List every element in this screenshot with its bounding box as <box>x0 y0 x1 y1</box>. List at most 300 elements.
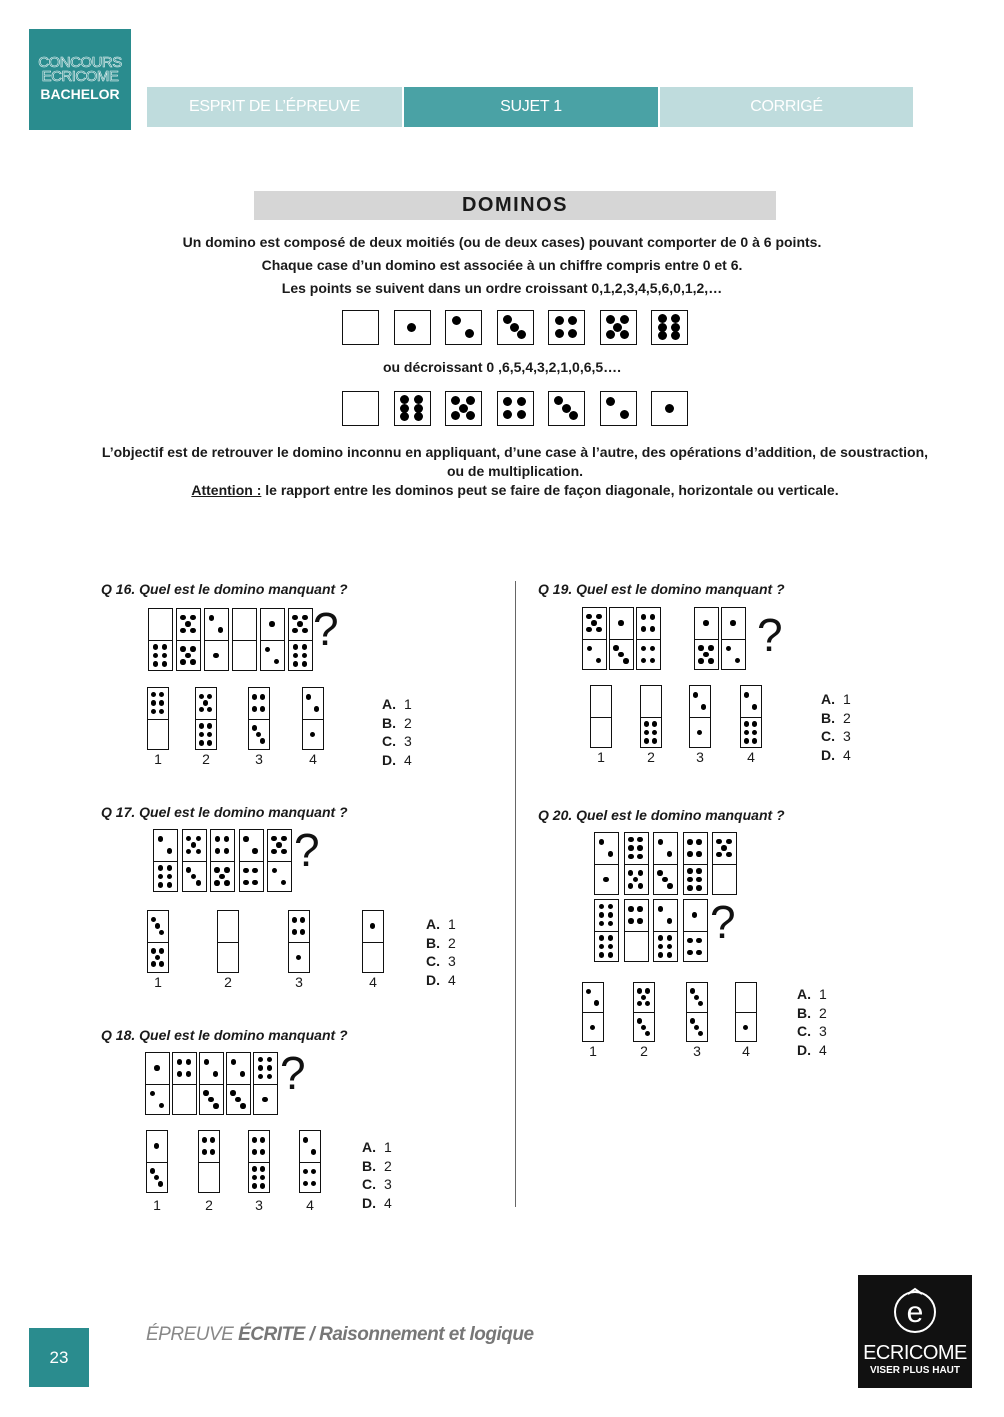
pip <box>252 1149 257 1154</box>
domino-top-half <box>654 833 677 864</box>
die-face <box>651 310 688 345</box>
pip <box>215 848 220 853</box>
die-face <box>342 310 379 345</box>
pip <box>694 1025 699 1030</box>
pip <box>586 627 591 632</box>
domino-bottom-half <box>183 861 206 893</box>
tab-corrige[interactable]: CORRIGÉ <box>660 87 913 127</box>
pip <box>726 646 731 651</box>
pip <box>269 621 274 626</box>
pip <box>687 839 692 844</box>
pip <box>262 1097 267 1102</box>
q18-domino <box>226 1052 251 1115</box>
pip <box>213 1103 218 1108</box>
answer-d[interactable]: D. 4 <box>797 1041 827 1058</box>
domino-bottom-half <box>268 861 291 893</box>
answer-a[interactable]: A. 1 <box>426 916 456 932</box>
answer-b[interactable]: B. 2 <box>382 714 412 731</box>
domino-top-half <box>154 830 177 861</box>
domino-bottom-half <box>200 1084 223 1116</box>
domino-bottom-half <box>289 942 309 974</box>
pip <box>652 721 657 726</box>
pip <box>204 1059 209 1064</box>
footer-title <box>146 1324 534 1346</box>
domino-top-half <box>695 608 718 639</box>
pip <box>265 647 270 652</box>
pip <box>190 646 195 651</box>
pip <box>671 323 680 332</box>
q17-choice-label[interactable]: 2 <box>224 974 232 990</box>
q16-choice-label[interactable]: 3 <box>255 751 263 767</box>
q20-choice-label[interactable]: 2 <box>640 1043 648 1059</box>
pip <box>306 694 311 699</box>
svg-text:e: e <box>906 1296 924 1329</box>
q20-answers <box>797 985 827 1059</box>
q18-choice-label[interactable]: 3 <box>255 1197 263 1213</box>
pip <box>260 1183 265 1188</box>
pip <box>167 882 172 887</box>
intro-p3: Les points se suivent dans un ordre croissant 0,1,2,3,4,5,6,0,1,2,… <box>281 280 723 296</box>
pip <box>267 1057 272 1062</box>
domino-bottom-half <box>249 719 269 751</box>
answer-d[interactable]: D. 4 <box>362 1194 392 1211</box>
domino-bottom-half <box>654 864 677 896</box>
answer-c[interactable]: C. 3 <box>426 953 456 969</box>
pip <box>650 614 655 619</box>
q17-choice-label[interactable]: 3 <box>295 974 303 990</box>
q19-choice-label[interactable]: 3 <box>696 749 704 765</box>
tab-esprit[interactable]: ESPRIT DE L’ÉPREUVE <box>147 87 402 127</box>
q19-choice-domino <box>740 685 762 748</box>
pip <box>637 918 642 923</box>
pip <box>199 707 204 712</box>
domino-bottom-half <box>249 1162 269 1194</box>
pip <box>281 836 286 841</box>
q18-domino <box>253 1052 278 1115</box>
answer-a[interactable]: A. 1 <box>821 691 851 707</box>
pip <box>628 906 633 911</box>
domino-bottom-half <box>641 717 661 749</box>
domino-top-half <box>641 686 661 717</box>
pip <box>272 868 277 873</box>
answer-c[interactable]: C. 3 <box>821 728 851 744</box>
pip <box>658 952 663 957</box>
pip <box>243 880 248 885</box>
pip <box>603 877 608 882</box>
q19-choice-domino <box>689 685 711 748</box>
pip <box>628 845 633 850</box>
q16-domino <box>176 608 201 671</box>
q17-choice-label[interactable]: 4 <box>369 974 377 990</box>
pip <box>400 395 409 404</box>
footer-part2: ÉCRITE <box>238 1324 305 1345</box>
pip <box>230 1090 235 1095</box>
pip <box>637 906 642 911</box>
domino-bottom-half <box>300 1162 320 1194</box>
domino-bottom-half <box>148 942 168 974</box>
q16-domino <box>288 608 313 671</box>
q17-title: Q 17. Quel est le domino manquant ? <box>101 804 348 820</box>
q20-choice-domino <box>735 982 757 1042</box>
domino-bottom-half <box>199 1162 219 1194</box>
pip <box>235 1097 240 1102</box>
ecricome-e-icon <box>858 1275 972 1337</box>
pip <box>645 988 650 993</box>
q20-choice-domino <box>633 982 655 1042</box>
pip <box>303 1169 308 1174</box>
pip <box>240 1103 245 1108</box>
pip <box>159 930 164 935</box>
answer-d[interactable]: D. 4 <box>821 746 851 763</box>
pip <box>190 615 195 620</box>
domino-top-half <box>148 688 168 719</box>
pip <box>414 395 423 404</box>
answer-c[interactable]: C. 3 <box>797 1023 827 1039</box>
answer-b[interactable]: B. 2 <box>821 709 851 726</box>
pip <box>633 877 638 882</box>
pip <box>267 1074 272 1079</box>
q16-domino <box>232 608 257 671</box>
q17-choice-label[interactable]: 1 <box>154 974 162 990</box>
q20-choice-label[interactable]: 4 <box>742 1043 750 1059</box>
pip <box>606 315 615 324</box>
question-mark: ? <box>757 609 783 661</box>
pip <box>452 316 461 325</box>
q18-choice-label[interactable]: 4 <box>306 1197 314 1213</box>
pip <box>650 658 655 663</box>
pip <box>628 854 633 859</box>
domino-top-half <box>199 1131 219 1162</box>
pip <box>591 620 596 625</box>
answer-c[interactable]: C. 3 <box>382 733 412 749</box>
pip <box>687 885 692 890</box>
answer-b[interactable]: B. 2 <box>362 1157 392 1174</box>
ecricome-brand <box>858 1275 972 1388</box>
pip <box>517 397 526 406</box>
domino-bottom-half <box>595 931 618 963</box>
domino-bottom-half <box>695 639 718 671</box>
q16-choice-label[interactable]: 2 <box>202 751 210 767</box>
pip <box>637 854 642 859</box>
pip <box>735 658 740 663</box>
pip <box>199 740 204 745</box>
domino-top-half <box>200 1053 223 1084</box>
domino-bottom-half <box>240 861 263 893</box>
pip <box>645 1031 650 1036</box>
pip <box>503 410 512 419</box>
pip <box>292 917 297 922</box>
pip <box>202 1149 207 1154</box>
domino-bottom-half <box>637 639 660 671</box>
pip <box>587 646 592 651</box>
q19-choice-label[interactable]: 2 <box>647 749 655 765</box>
pip <box>186 867 191 872</box>
pip <box>652 730 657 735</box>
domino-top-half <box>654 900 677 931</box>
pip <box>231 1059 236 1064</box>
pip <box>658 935 663 940</box>
domino-bottom-half <box>261 640 284 672</box>
pip <box>185 621 190 626</box>
answer-b[interactable]: B. 2 <box>426 934 456 951</box>
answer-d[interactable]: D. 4 <box>382 751 412 768</box>
pip <box>186 1059 191 1064</box>
domino-bottom-half <box>687 1012 707 1042</box>
pip <box>180 615 185 620</box>
pip <box>260 706 265 711</box>
pip <box>300 917 305 922</box>
pip <box>252 706 257 711</box>
q17-domino <box>267 829 292 892</box>
pip <box>637 1001 642 1006</box>
answer-d[interactable]: D. 4 <box>426 971 456 988</box>
pip <box>240 1071 245 1076</box>
domino-bottom-half <box>147 1162 167 1194</box>
pip <box>293 653 298 658</box>
domino-top-half <box>233 609 256 640</box>
pip <box>599 952 604 957</box>
pip <box>671 331 680 340</box>
domino-top-half <box>146 1053 169 1084</box>
pip <box>555 316 564 325</box>
domino-bottom-half <box>254 1084 277 1116</box>
pip <box>637 837 642 842</box>
domino-bottom-half <box>654 931 677 963</box>
pip <box>276 842 281 847</box>
pip <box>199 723 204 728</box>
pip <box>687 938 692 943</box>
pip <box>252 725 257 730</box>
q18-answers <box>362 1138 392 1212</box>
pip <box>608 904 613 909</box>
q17-choice-domino <box>288 910 310 973</box>
answer-a[interactable]: A. 1 <box>797 986 827 1002</box>
domino-top-half <box>637 608 660 639</box>
pip <box>258 1057 263 1062</box>
pip <box>302 628 307 633</box>
q16-choice-domino <box>195 687 217 750</box>
q17-domino <box>182 829 207 892</box>
pip <box>260 1137 265 1142</box>
domino-top-half <box>261 609 284 640</box>
q20-choice-label[interactable]: 3 <box>693 1043 701 1059</box>
q19-domino <box>582 607 607 670</box>
pip <box>252 848 257 853</box>
pip <box>215 836 220 841</box>
pip <box>162 661 167 666</box>
pip <box>191 842 196 847</box>
domino-top-half <box>583 608 606 639</box>
domino-top-half <box>268 830 291 861</box>
domino-top-half <box>227 1053 250 1084</box>
domino-top-half <box>687 983 707 1012</box>
pip <box>302 653 307 658</box>
pip <box>243 868 248 873</box>
q20b-domino <box>683 899 708 962</box>
pip <box>451 411 460 420</box>
pip <box>696 877 701 882</box>
pip <box>620 330 629 339</box>
domino-bottom-half <box>634 1012 654 1042</box>
pip <box>752 738 757 743</box>
q18-choice-domino <box>248 1130 270 1193</box>
q18-choice-label[interactable]: 1 <box>153 1197 161 1213</box>
pip <box>258 1065 263 1070</box>
pip <box>252 880 257 885</box>
pip <box>219 874 224 879</box>
pip <box>687 877 692 882</box>
pip <box>568 329 577 338</box>
pip <box>151 692 156 697</box>
pip <box>667 883 672 888</box>
domino-bottom-half <box>205 640 228 672</box>
pip <box>641 995 646 1000</box>
domino-top-half <box>684 833 707 864</box>
pip <box>158 882 163 887</box>
q19-choice-label[interactable]: 1 <box>597 749 605 765</box>
q19b-domino <box>721 607 746 670</box>
domino-top-half <box>240 830 263 861</box>
pip <box>599 904 604 909</box>
pip <box>202 1137 207 1142</box>
pip <box>466 396 475 405</box>
domino-top-half <box>713 833 736 864</box>
q19-choice-label[interactable]: 4 <box>747 749 755 765</box>
domino-bottom-half <box>625 864 648 896</box>
q18-domino <box>199 1052 224 1115</box>
pip <box>599 935 604 940</box>
pip <box>271 836 276 841</box>
domino-top-half <box>254 1053 277 1084</box>
die-face <box>497 310 534 345</box>
q16-domino <box>260 608 285 671</box>
objective-sentence: L’objectif est de retrouver le domino inconnu en appliquant, d’une case à l’autre, des opérations d’addition, de soustraction, ou de multiplication. <box>101 444 929 479</box>
pip <box>465 329 474 338</box>
domino-top-half <box>591 686 611 717</box>
pip <box>293 661 298 666</box>
domino-bottom-half <box>583 639 606 671</box>
logo-line1: CONCOURS <box>38 54 122 71</box>
pip <box>608 912 613 917</box>
answer-b[interactable]: B. 2 <box>797 1004 827 1021</box>
pip <box>744 692 749 697</box>
q17-domino <box>210 829 235 892</box>
q18-domino <box>172 1052 197 1115</box>
column-divider <box>515 581 516 1207</box>
pip <box>162 644 167 649</box>
pip <box>466 411 475 420</box>
domino-top-half <box>625 833 648 864</box>
answer-c[interactable]: C. 3 <box>362 1176 392 1192</box>
q19-title: Q 19. Quel est le domino manquant ? <box>538 581 785 597</box>
pip <box>641 614 646 619</box>
footer-part3: / Raisonnement et logique <box>304 1324 534 1345</box>
answer-a[interactable]: A. 1 <box>362 1139 392 1155</box>
pip <box>596 614 601 619</box>
pip <box>628 918 633 923</box>
pip <box>400 412 409 421</box>
domino-top-half <box>289 609 312 640</box>
q20-choice-label[interactable]: 1 <box>589 1043 597 1059</box>
answer-a[interactable]: A. 1 <box>382 696 412 712</box>
pip <box>207 694 212 699</box>
q20b-domino <box>653 899 678 962</box>
pip <box>667 952 672 957</box>
pip <box>623 658 628 663</box>
tab-sujet[interactable]: SUJET 1 <box>404 87 658 127</box>
pip <box>517 410 526 419</box>
domino-bottom-half <box>363 942 383 974</box>
domino-top-half <box>173 1053 196 1084</box>
pip <box>196 880 201 885</box>
q16-answers <box>382 695 412 769</box>
q20-domino <box>624 832 649 895</box>
domino-top-half <box>177 609 200 640</box>
domino-bottom-half <box>591 717 611 749</box>
pip <box>708 645 713 650</box>
pip <box>569 411 578 420</box>
q19-answers <box>821 690 851 764</box>
pip <box>154 1175 159 1180</box>
q18-choice-domino <box>198 1130 220 1193</box>
pip <box>726 839 731 844</box>
pip <box>207 723 212 728</box>
pip <box>180 628 185 633</box>
pip <box>568 316 577 325</box>
pip <box>696 839 701 844</box>
domino-top-half <box>148 911 168 942</box>
pip <box>698 645 703 650</box>
pip <box>314 706 319 711</box>
domino-bottom-half <box>233 640 256 672</box>
pip <box>645 1001 650 1006</box>
domino-top-half <box>690 686 710 717</box>
pip <box>260 738 265 743</box>
pip <box>555 329 564 338</box>
q19-choice-domino <box>640 685 662 748</box>
pip <box>260 1149 265 1154</box>
q16-choice-label[interactable]: 4 <box>309 751 317 767</box>
pip <box>271 849 276 854</box>
pip <box>608 944 613 949</box>
q16-choice-label[interactable]: 1 <box>154 751 162 767</box>
q17-answers <box>426 915 456 989</box>
pip <box>150 1091 155 1096</box>
pip <box>641 626 646 631</box>
pip <box>213 653 218 658</box>
domino-top-half <box>684 900 707 931</box>
domino-bottom-half <box>741 717 761 749</box>
pip <box>203 700 208 705</box>
q18-choice-label[interactable]: 2 <box>205 1197 213 1213</box>
pip <box>708 658 713 663</box>
die-face <box>394 310 431 345</box>
pip <box>503 315 512 324</box>
q20-domino <box>712 832 737 895</box>
pip <box>252 1137 257 1142</box>
pip <box>224 880 229 885</box>
brand-name: ECRICOME <box>863 1342 967 1364</box>
domino-top-half <box>595 833 618 864</box>
pip <box>693 692 698 697</box>
pip <box>620 410 629 419</box>
pip <box>151 948 156 953</box>
pip <box>258 1074 263 1079</box>
pip <box>690 988 695 993</box>
pip <box>554 396 563 405</box>
domino-bottom-half <box>149 640 172 672</box>
pip <box>459 404 468 413</box>
